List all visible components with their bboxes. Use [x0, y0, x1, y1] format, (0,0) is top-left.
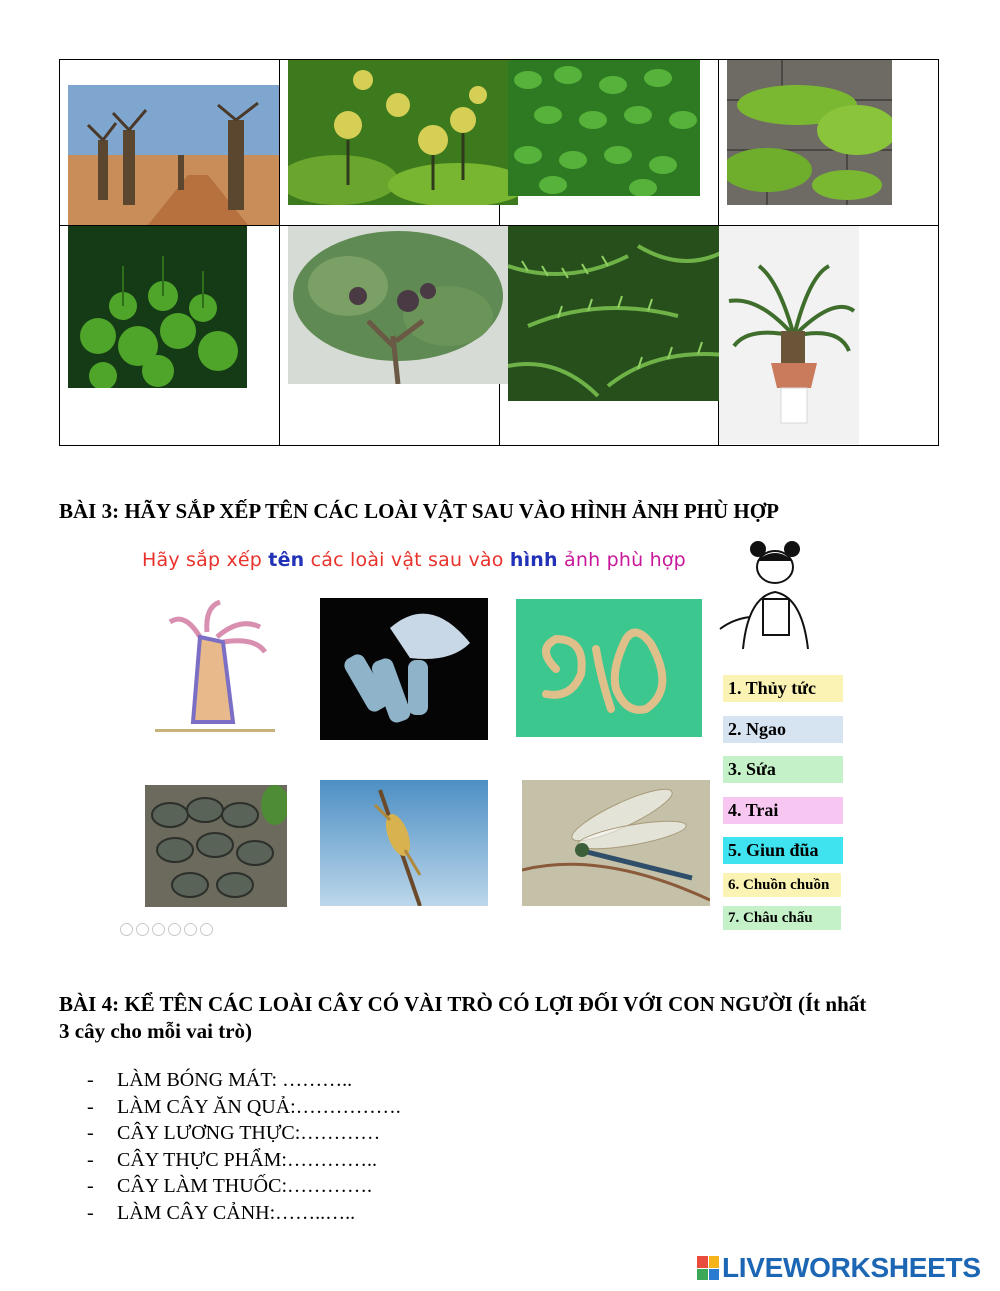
option-label[interactable]: [723, 837, 843, 864]
exercise3-image-panel: [120, 535, 850, 945]
duckweed-photo: [508, 60, 700, 196]
roundworm-photo: [516, 599, 702, 737]
list-item-text: CÂY THỰC PHẨM:…………..: [117, 1148, 377, 1171]
hydra-diagram-photo: [145, 597, 280, 737]
table-cell: [719, 226, 939, 446]
instruction-part: hình: [509, 549, 558, 571]
slide-controls: [120, 923, 213, 936]
option-text: 7. Châu chấu: [728, 910, 813, 926]
next-icon[interactable]: [136, 923, 149, 936]
clams-photo: [145, 785, 287, 907]
list-item: - CÂY LÀM THUỐC:………….: [87, 1175, 373, 1197]
option-text: 3. Sứa: [728, 759, 776, 779]
list-item-text: CÂY LÀM THUỐC:………….: [117, 1175, 373, 1197]
option-label[interactable]: [723, 756, 843, 783]
juniper-photo: [288, 226, 510, 384]
instruction-part: các loài vật sau vào: [304, 549, 510, 571]
option-text: 1. Thủy tức: [728, 678, 816, 698]
baobab-tree-photo: [68, 85, 279, 225]
table-cell: [279, 226, 499, 446]
table-cell: [60, 60, 280, 226]
table-cell: [60, 226, 280, 446]
list-item-text: LÀM CÂY ĂN QUẢ:…………….: [117, 1095, 401, 1118]
option-text: 6. Chuồn chuồn: [728, 877, 830, 893]
option-label[interactable]: [723, 797, 843, 824]
brand-name: LIVEWORKSHEETS: [722, 1252, 981, 1283]
table-cell: [279, 60, 499, 226]
fern-photo: [508, 226, 738, 401]
pen-icon[interactable]: [152, 923, 165, 936]
plant-role-list: [87, 1067, 401, 1226]
list-item-text: LÀM CÂY CẢNH:……..…..: [117, 1201, 356, 1224]
option-text: 4. Trai: [728, 800, 779, 820]
option-label[interactable]: [723, 716, 843, 743]
list-item: - LÀM CÂY CẢNH:……..…..: [87, 1201, 356, 1224]
more-icon[interactable]: [200, 923, 213, 936]
grasshopper-photo: [320, 780, 488, 906]
jellyfish-photo: [320, 598, 488, 740]
table-cell: [499, 60, 719, 226]
instruction-part: ảnh: [564, 549, 601, 571]
liverwort-photo: [288, 60, 518, 205]
instruction-part: tên: [268, 549, 305, 571]
water-clover-photo: [68, 226, 247, 388]
option-label[interactable]: [723, 675, 843, 702]
list-item-text: CÂY LƯƠNG THỰC:…………: [117, 1122, 381, 1144]
exercise3-heading: BÀI 3: HÃY SẮP XẾP TÊN CÁC LOÀI VẬT SAU VÀO HÌNH ẢNH PHÙ HỢP: [59, 499, 779, 523]
option-label[interactable]: [723, 873, 841, 897]
moss-on-wall-photo: [727, 60, 892, 205]
liveworksheets-logo: [697, 1252, 981, 1284]
prev-icon[interactable]: [120, 923, 133, 936]
instruction-part: phù: [606, 549, 644, 571]
table-cell: [719, 60, 939, 226]
option-text: 2. Ngao: [728, 719, 786, 739]
instruction-part: Hãy sắp xếp: [142, 549, 269, 571]
instruction-part: hợp: [643, 549, 686, 571]
list-item: - LÀM BÓNG MÁT: ………..: [87, 1069, 353, 1091]
list-item: - CÂY LƯƠNG THỰC:…………: [87, 1122, 381, 1144]
teacher-illustration: [718, 537, 830, 649]
exercise4-heading-line2: 3 cây cho mỗi vai trò): [59, 1019, 253, 1043]
plant-image-table: [59, 59, 939, 446]
list-item-text: LÀM BÓNG MÁT: ………..: [117, 1069, 353, 1091]
exercise4-heading-line1: BÀI 4: KỂ TÊN CÁC LOÀI CÂY CÓ VÀI TRÒ CÓ LỢI ĐỐI VỚI CON NGƯỜI (Ít nhất: [59, 992, 867, 1016]
logo-icon: [697, 1256, 719, 1280]
option-text: 5. Giun đũa: [728, 840, 819, 860]
grid-icon[interactable]: [168, 923, 181, 936]
table-cell: [499, 226, 719, 446]
list-item: - LÀM CÂY ĂN QUẢ:…………….: [87, 1095, 401, 1118]
list-item: - CÂY THỰC PHẨM:…………..: [87, 1148, 377, 1171]
cycad-pot-photo: [719, 226, 859, 444]
dragonfly-photo: [522, 780, 710, 906]
option-label[interactable]: [723, 906, 841, 930]
zoom-icon[interactable]: [184, 923, 197, 936]
exercise3-instruction: [142, 549, 686, 571]
